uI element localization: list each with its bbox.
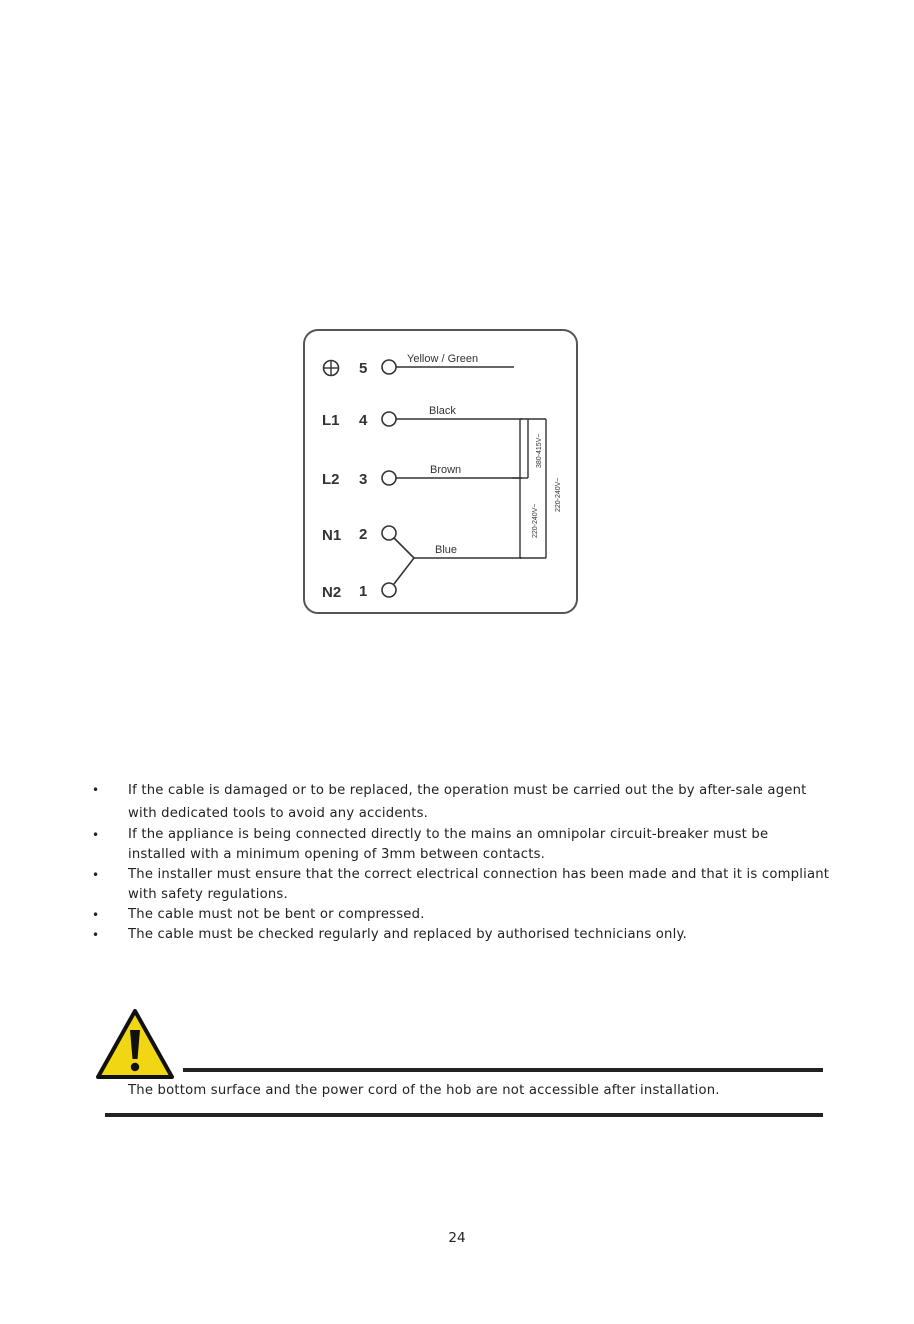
earth-symbol-icon bbox=[324, 361, 339, 376]
terminal-2-connector bbox=[382, 526, 396, 540]
terminal-name-n2: N2 bbox=[322, 584, 342, 601]
terminal-5-connector bbox=[382, 360, 396, 374]
terminal-number-2: 2 bbox=[359, 526, 368, 543]
warning-text: The bottom surface and the power cord of the hob are not accessible after installation. bbox=[128, 1083, 720, 1098]
wire-label-l2: Brown bbox=[430, 464, 462, 476]
list-item: • If the cable is damaged or to be replaced, the operation must be carried out the by after-sale agent with dedicated tools to avoid any accidents. bbox=[90, 779, 830, 825]
list-item: • The installer must ensure that the correct electrical connection has been made and that it is compliant with safety regulations. bbox=[90, 865, 830, 905]
warning-rule-top bbox=[183, 1068, 823, 1072]
safety-instructions-list bbox=[90, 779, 830, 945]
terminal-name-l1: L1 bbox=[322, 412, 340, 429]
warning-rule-bottom bbox=[105, 1113, 823, 1117]
terminal-number-5: 5 bbox=[359, 360, 368, 377]
wire-label-neutral: Blue bbox=[435, 544, 458, 556]
terminal-1-connector bbox=[382, 583, 396, 597]
neutral-bridge bbox=[394, 538, 414, 584]
list-item: • The cable must be checked regularly and replaced by authorised technicians only. bbox=[90, 925, 830, 945]
page-number: 24 bbox=[448, 1230, 466, 1246]
list-item: • If the appliance is being connected directly to the mains an omnipolar circuit-breaker must be installed with a minimum opening of 3mm between contacts. bbox=[90, 825, 830, 865]
voltage-label-l1-l2: 380-415V~ bbox=[536, 433, 543, 468]
terminal-number-3: 3 bbox=[359, 471, 368, 488]
list-item: • The cable must not be bent or compressed. bbox=[90, 905, 830, 925]
terminal-number-4: 4 bbox=[359, 412, 368, 429]
warning-triangle-icon bbox=[95, 1008, 175, 1080]
terminal-number-1: 1 bbox=[359, 583, 368, 600]
terminal-name-n1: N1 bbox=[322, 527, 342, 544]
voltage-label-l1-n: 220-240V~ bbox=[555, 477, 562, 512]
terminal-4-connector bbox=[382, 412, 396, 426]
wire-label-earth: Yellow / Green bbox=[407, 353, 479, 365]
terminal-3-connector bbox=[382, 471, 396, 485]
terminal-name-l2: L2 bbox=[322, 471, 340, 488]
wire-label-l1: Black bbox=[429, 405, 456, 417]
voltage-label-l2-n: 220-240V~ bbox=[532, 503, 539, 538]
wiring-diagram bbox=[300, 326, 582, 618]
